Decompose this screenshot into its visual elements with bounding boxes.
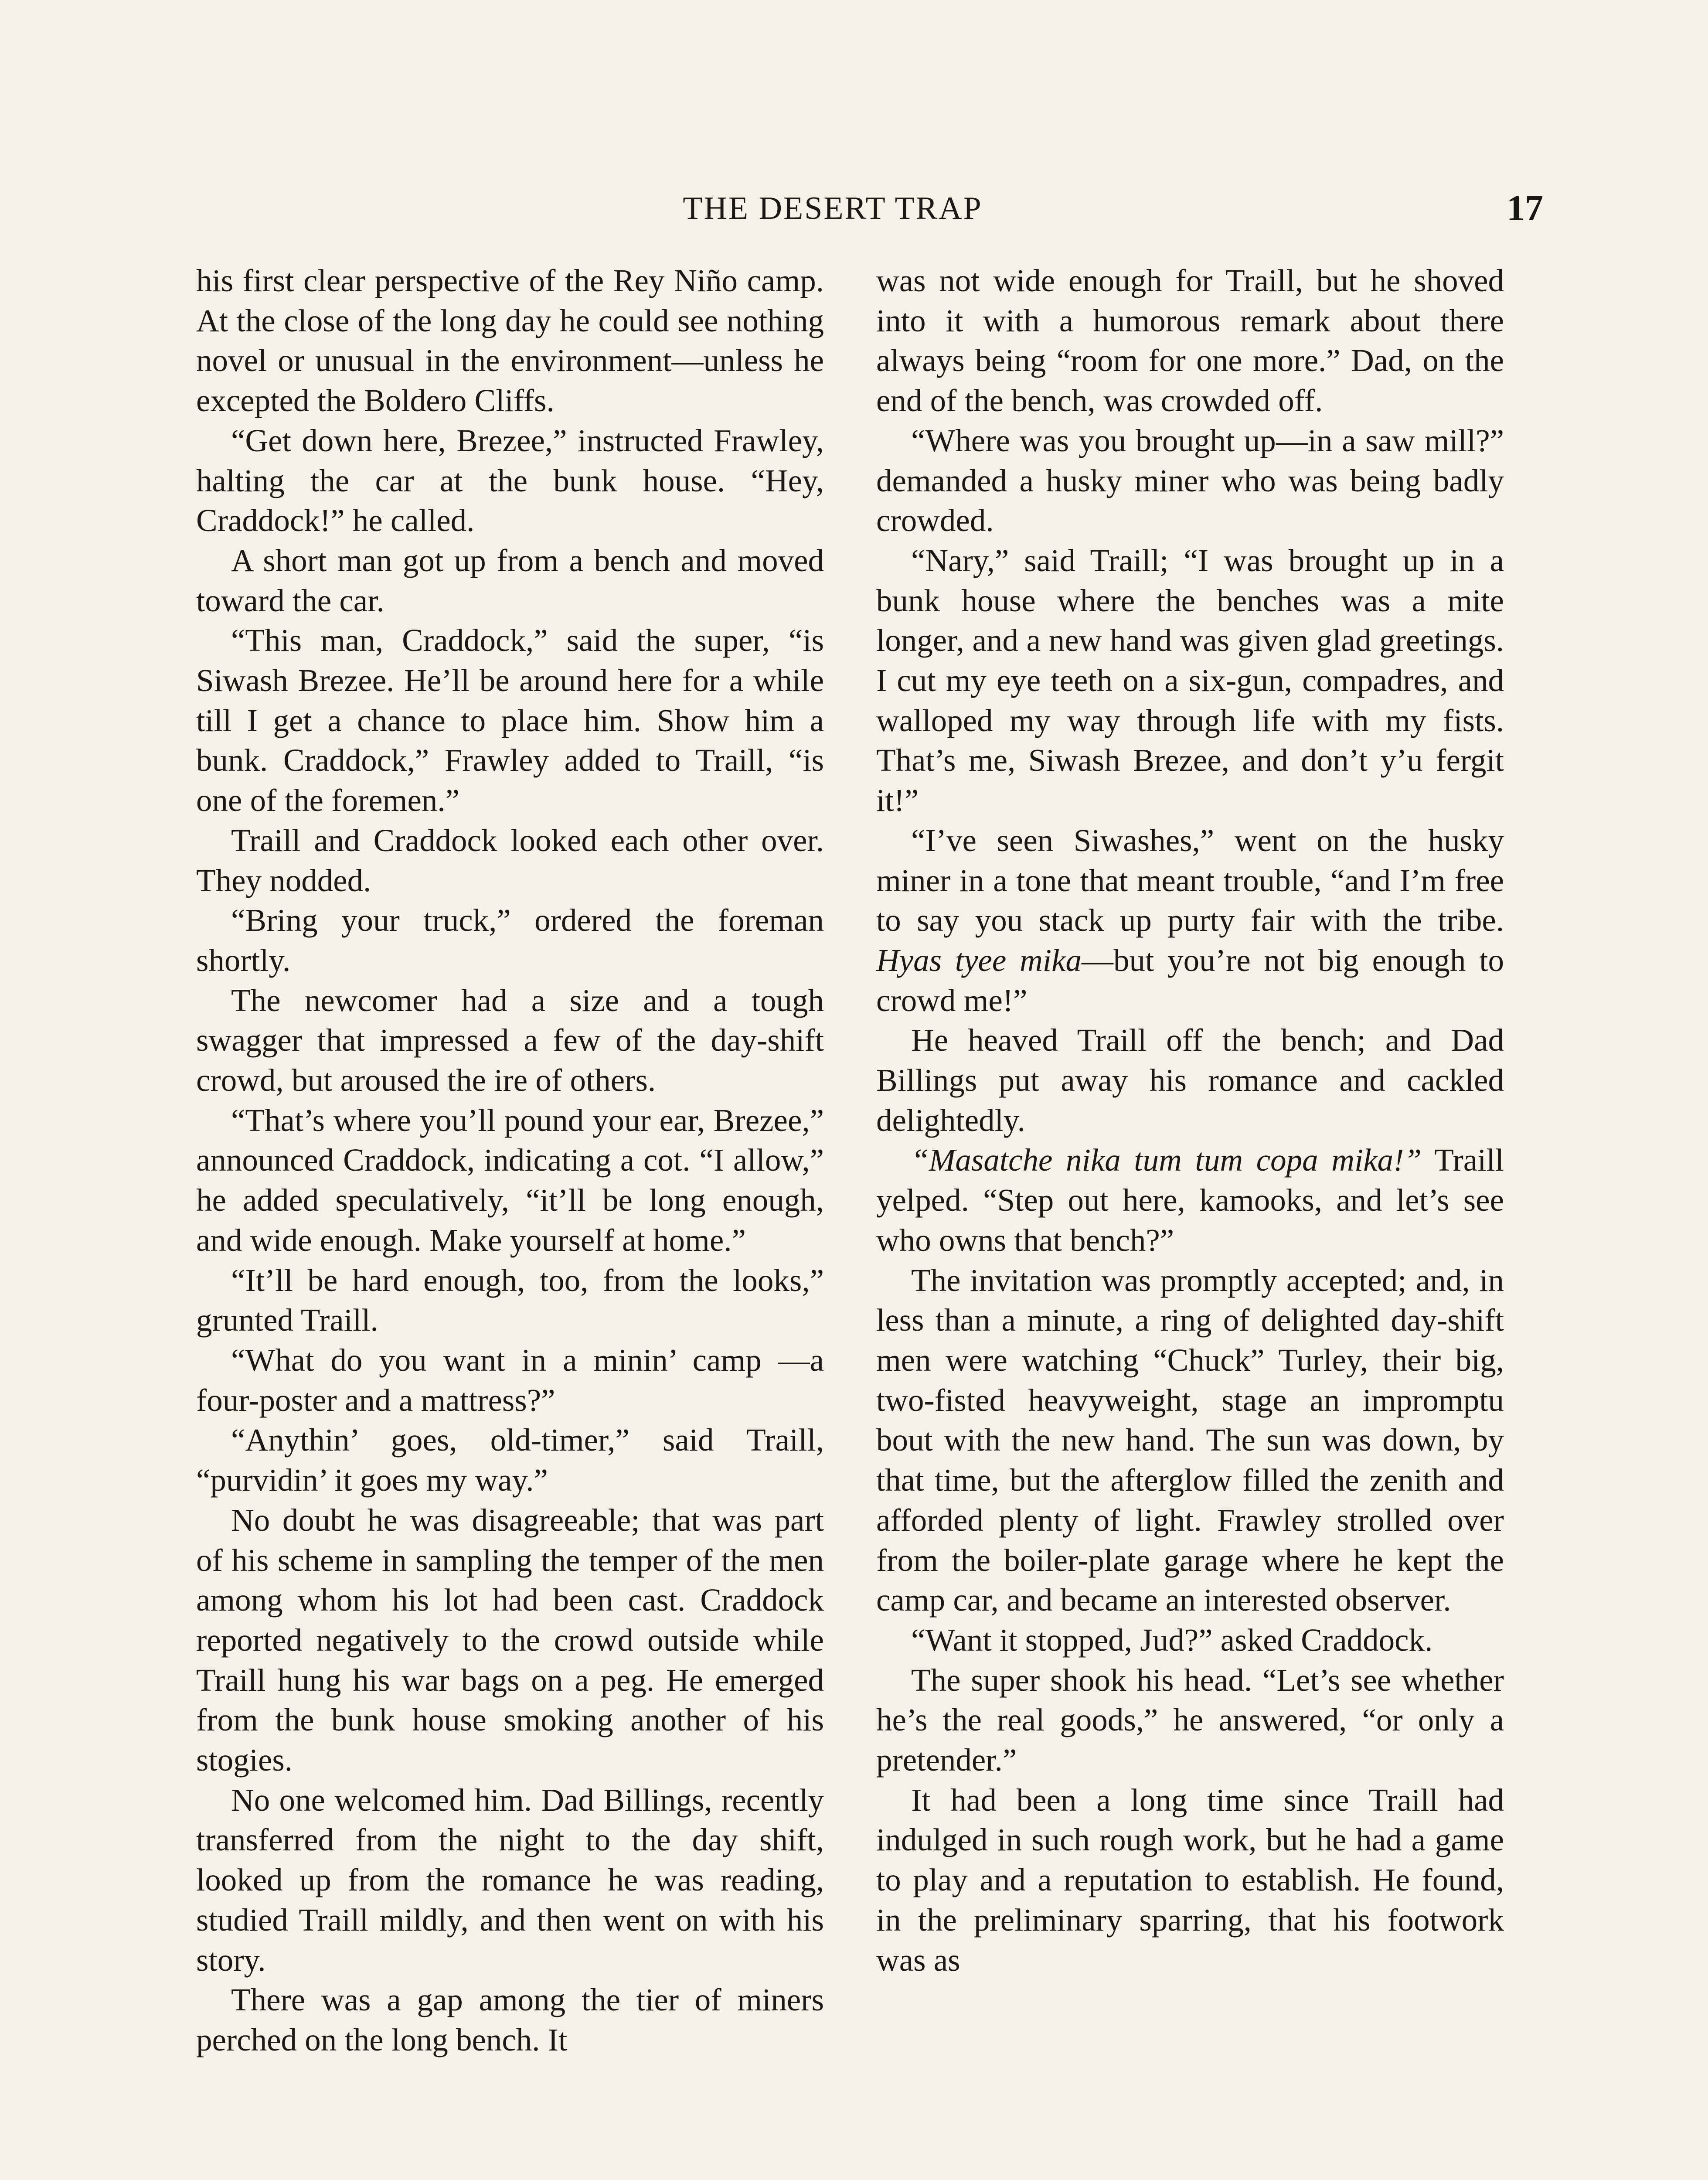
- paragraph: “Nary,” said Traill; “I was brought up in a bunk house where the benches was a mite longer, and a new hand was given glad greetings. I cut my eye teeth on a six-gun, compadres, and walloped my way through life with my fists. That’s me, Siwash Brezee, and don’t y’u fergit it!”: [876, 542, 1504, 818]
- running-head: [0, 182, 1708, 235]
- paragraph: Traill and Craddock looked each other over. They nodded.: [196, 822, 824, 898]
- paragraph: was not wide enough for Traill, but he shoved into it with a humorous remark about there always being “room for one more.” Dad, on the end of the bench, was crowded off.: [876, 263, 1504, 419]
- paragraph: A short man got up from a bench and moved toward the car.: [196, 542, 824, 618]
- paragraph: [876, 821, 1504, 1021]
- paragraph: The super shook his head. “Let’s see whether he’s the real goods,” he answered, “or only a pretender.”: [876, 1662, 1504, 1778]
- paragraph: “Bring your truck,” ordered the foreman shortly.: [196, 903, 824, 978]
- paragraph: “What do you want in a minin’ camp —a four-poster and a mattress?”: [196, 1342, 824, 1418]
- paragraph: It had been a long time since Traill had indulged in such rough work, but he had a game to play and a reputation to establish. He found, in the preliminary sparring, that his footwork was as: [876, 1782, 1504, 1978]
- paragraph: “Get down here, Brezee,” instructed Frawley, halting the car at the bunk house. “Hey, Craddock!” he called.: [196, 422, 824, 538]
- paragraph: There was a gap among the tier of miners perched on the long bench. It: [196, 1982, 824, 2057]
- paragraph: “It’ll be hard enough, too, from the looks,” grunted Traill.: [196, 1262, 824, 1338]
- page-number: 17: [1507, 188, 1543, 228]
- italic-phrase: “Masatche nika tum tum copa mika!”: [911, 1142, 1422, 1178]
- text-run: —but you’re not big enough to crowd me!”: [876, 942, 1504, 1018]
- paragraph: his first clear perspective of the Rey Niño camp. At the close of the long day he could see nothing novel or unusual in the environment—unless he excepted the Boldero Cliffs.: [196, 263, 824, 419]
- paragraph: “Anythin’ goes, old-timer,” said Traill, “purvidin’ it goes my way.”: [196, 1422, 824, 1498]
- text-run: “I’ve seen Siwashes,” went on the husky miner in a tone that meant trouble, “and I’m free to say you stack up purty fair with the tribe.: [876, 822, 1504, 938]
- paragraph: “Where was you brought up—in a saw mill?” demanded a husky miner who was being badly crowded.: [876, 422, 1504, 538]
- paragraph: The newcomer had a size and a tough swagger that impressed a few of the day-shift crowd, but aroused the ire of others.: [196, 982, 824, 1098]
- right-column: [876, 261, 1504, 1980]
- paragraph: “Want it stopped, Jud?” asked Craddock.: [911, 1622, 1433, 1658]
- italic-phrase: Hyas tyee mika: [876, 942, 1082, 978]
- paragraph: No doubt he was disagreeable; that was part of his scheme in sampling the temper of the men among whom his lot had been cast. Craddock reported negatively to the crowd outside while Traill hung his war bags on a peg. He emerged from the bunk house smoking another of his stogies.: [196, 1502, 824, 1778]
- left-column: [196, 261, 824, 2060]
- paragraph: [876, 1140, 1504, 1260]
- paragraph: The invitation was promptly accepted; and, in less than a minute, a ring of delighted day-shift men were watching “Chuck” Turley, their big, two-fisted heavyweight, stage an impromptu bout with the new hand. The sun was down, by that time, but the afterglow filled the zenith and afforded plenty of light. Frawley strolled over from the boiler-plate garage where he kept the camp car, and became an interested observer.: [876, 1262, 1504, 1618]
- text-run: Traill yelped. “Step out here, kamooks, and let’s see who owns that bench?”: [876, 1142, 1504, 1258]
- paragraph: He heaved Traill off the bench; and Dad Billings put away his romance and cackled delightedly.: [876, 1022, 1504, 1138]
- paragraph: “That’s where you’ll pound your ear, Brezee,” announced Craddock, indicating a cot. “I allow,” he added speculatively, “it’ll be long enough, and wide enough. Make yourself at home.”: [196, 1102, 824, 1258]
- running-title: THE DESERT TRAP: [683, 191, 983, 226]
- paragraph: No one welcomed him. Dad Billings, recently transferred from the night to the day shift, looked up from the romance he was reading, studied Traill mildly, and then went on with his story.: [196, 1782, 824, 1978]
- paragraph: “This man, Craddock,” said the super, “is Siwash Brezee. He’ll be around here for a while till I get a chance to place him. Show him a bunk. Craddock,” Frawley added to Traill, “is one of the foremen.”: [196, 623, 824, 818]
